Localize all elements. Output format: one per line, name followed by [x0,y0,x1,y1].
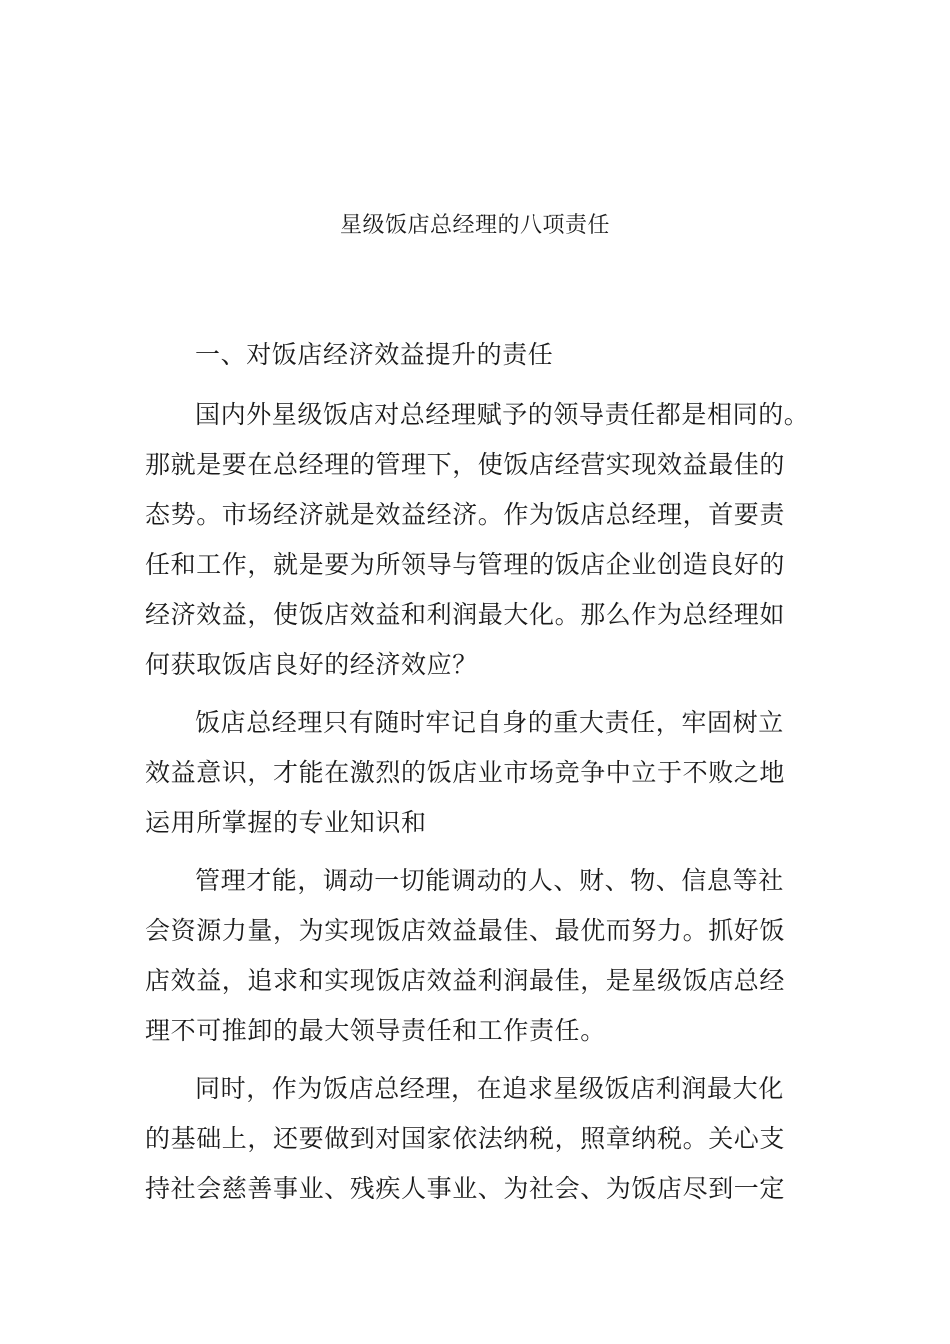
paragraph-line: 效益意识，才能在激烈的饭店业市场竞争中立于不败之地 [145,758,786,787]
paragraph-line: 经济效益，使饭店效益和利润最大化。那么作为总经理如 [145,600,786,629]
paragraph-3 [145,856,810,1056]
paragraph-line: 饭店总经理只有随时牢记自身的重大责任，牢固树立 [195,708,784,737]
paragraph-4 [145,1064,810,1214]
paragraph-line: 态势。市场经济就是效益经济。作为饭店总经理，首要责 [145,500,786,529]
paragraph-line: 那就是要在总经理的管理下，使饭店经营实现效益最佳的 [145,450,786,479]
paragraph-line: 会资源力量，为实现饭店效益最佳、最优而努力。抓好饭 [145,916,786,945]
paragraph-line: 的基础上，还要做到对国家依法纳税，照章纳税。关心支 [145,1124,786,1153]
paragraph-line: 理不可推卸的最大领导责任和工作责任。 [145,1016,606,1045]
paragraph-line: 任和工作，就是要为所领导与管理的饭店企业创造良好的 [145,550,786,579]
document-title: 星级饭店总经理的八项责任 [339,213,610,238]
paragraph-2 [145,698,810,848]
paragraph-line: 同时，作为饭店总经理，在追求星级饭店利润最大化 [195,1074,784,1103]
document-body [145,330,810,1214]
paragraph-line: 店效益，追求和实现饭店效益利润最佳，是星级饭店总经 [145,966,786,995]
paragraph-1 [145,390,810,690]
paragraph-line: 持社会慈善事业、残疾人事业、为社会、为饭店尽到一定 [145,1174,786,1203]
paragraph-line: 国内外星级饭店对总经理赋予的领导责任都是相同的。 [195,400,810,429]
paragraph-line: 管理才能，调动一切能调动的人、财、物、信息等社 [195,866,784,895]
paragraph-line: 何获取饭店良好的经济效应？ [145,650,478,679]
section-heading: 一、对饭店经济效益提升的责任 [195,340,554,369]
paragraph-line: 运用所掌握的专业知识和 [145,808,427,837]
